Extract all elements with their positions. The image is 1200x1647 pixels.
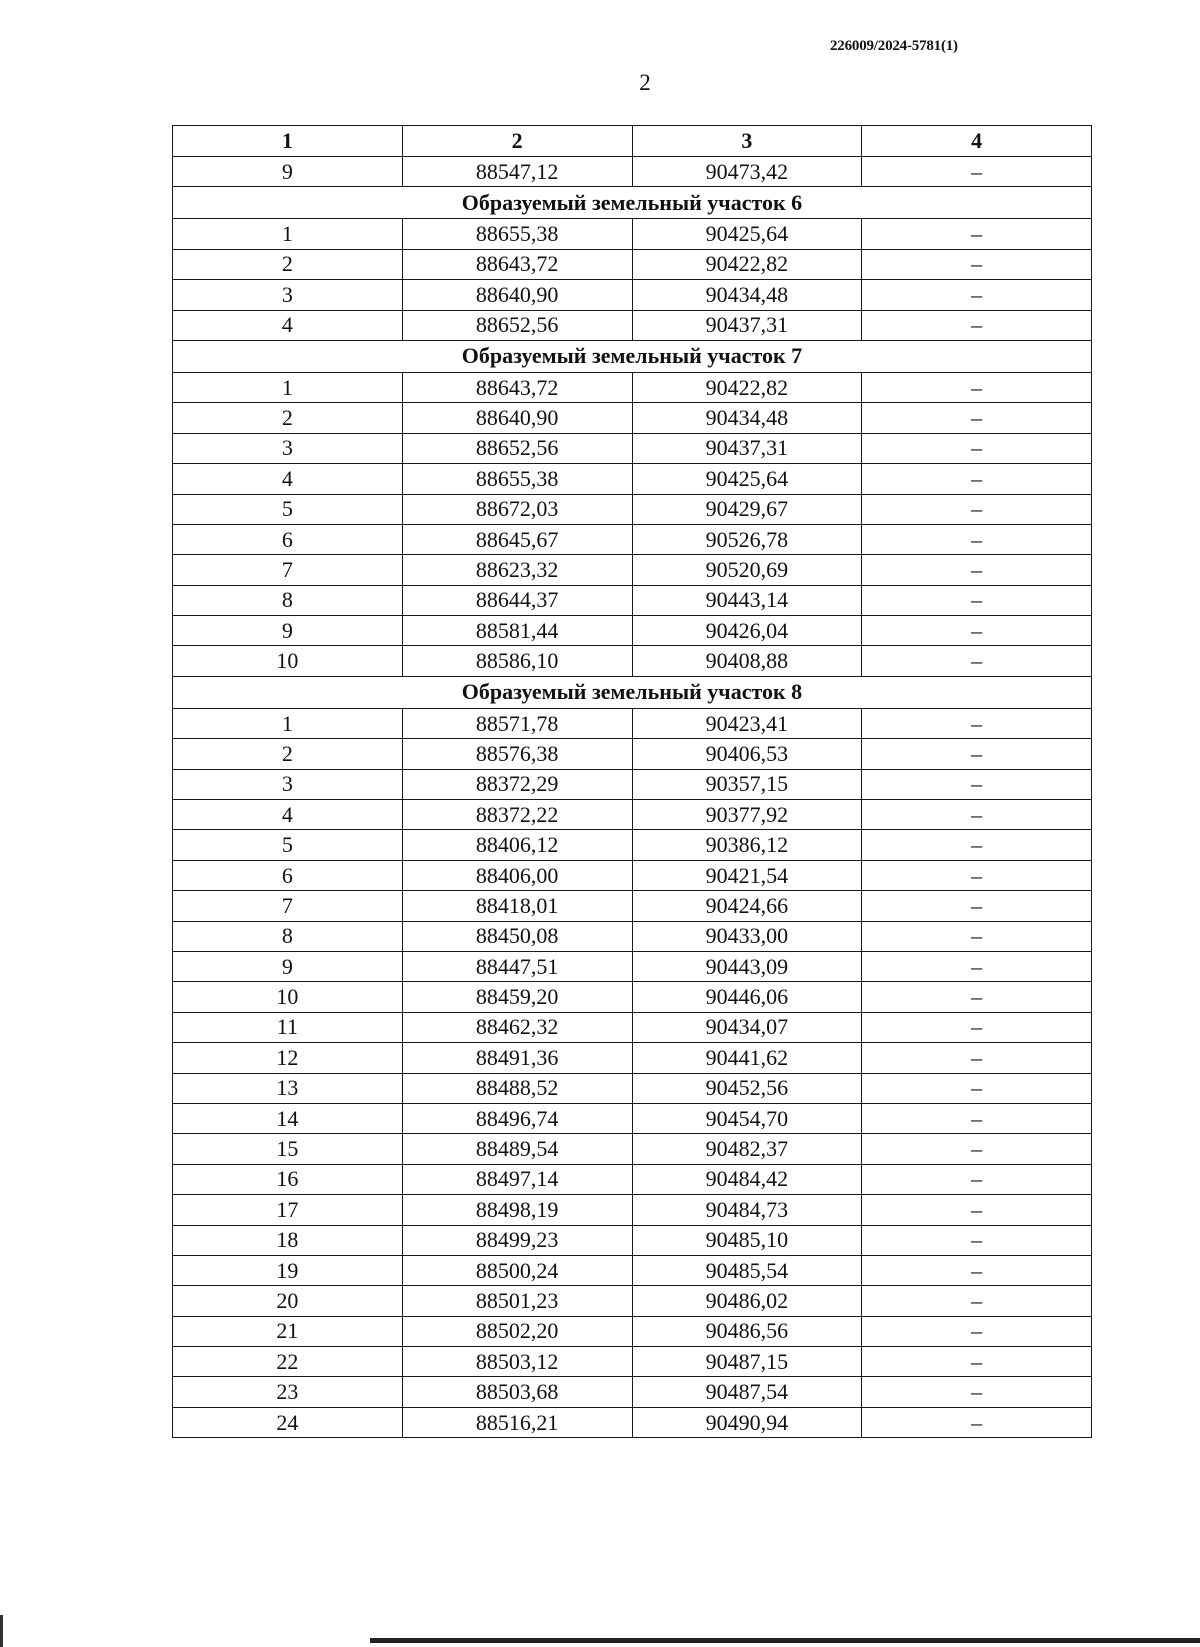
table-cell-col-3: 90377,92	[632, 800, 862, 830]
table-row	[173, 1012, 1092, 1042]
table-cell-col-1: 3	[173, 769, 403, 799]
table-row	[173, 1377, 1092, 1407]
table-cell-col-2: 88372,29	[402, 769, 632, 799]
table-row	[173, 1255, 1092, 1285]
table-cell-col-2: 88586,10	[402, 646, 632, 676]
table-cell-col-4: –	[862, 494, 1092, 524]
table-cell-col-3: 90487,54	[632, 1377, 862, 1407]
table-cell-col-3: 90429,67	[632, 494, 862, 524]
table-cell-col-2: 88503,12	[402, 1347, 632, 1377]
table-cell-col-4: –	[862, 524, 1092, 554]
table-row	[173, 1286, 1092, 1316]
table-row	[173, 769, 1092, 799]
table-cell-col-4: –	[862, 739, 1092, 769]
table-cell-col-1: 9	[173, 616, 403, 646]
table-cell-col-2: 88643,72	[402, 249, 632, 279]
table-cell-col-3: 90487,15	[632, 1347, 862, 1377]
table-cell-col-2: 88652,56	[402, 433, 632, 463]
table-cell-col-4: –	[862, 555, 1092, 585]
table-row	[173, 800, 1092, 830]
table-row	[173, 524, 1092, 554]
table-row	[173, 708, 1092, 738]
table-cell-col-2: 88655,38	[402, 219, 632, 249]
table-row	[173, 494, 1092, 524]
table-cell-col-2: 88406,00	[402, 860, 632, 890]
header-cell-2: 2	[402, 126, 632, 157]
table-cell-col-1: 4	[173, 464, 403, 494]
section-title: Образуемый земельный участок 6	[173, 187, 1092, 219]
table-cell-col-4: –	[862, 1316, 1092, 1346]
table-cell-col-3: 90443,14	[632, 585, 862, 615]
table-cell-col-3: 90423,41	[632, 708, 862, 738]
table-cell-col-3: 90408,88	[632, 646, 862, 676]
table-row	[173, 739, 1092, 769]
table-cell-col-1: 20	[173, 1286, 403, 1316]
table-row	[173, 403, 1092, 433]
table-cell-col-4: –	[862, 830, 1092, 860]
table-cell-col-2: 88459,20	[402, 982, 632, 1012]
scan-edge-left	[0, 1615, 3, 1647]
table-cell-col-1: 8	[173, 921, 403, 951]
table-cell-col-1: 6	[173, 524, 403, 554]
section-title-row	[173, 340, 1092, 372]
table-cell-col-4: –	[862, 860, 1092, 890]
table-cell-col-1: 4	[173, 310, 403, 340]
table-cell-col-1: 10	[173, 982, 403, 1012]
table-cell-col-4: –	[862, 1164, 1092, 1194]
section-title: Образуемый земельный участок 8	[173, 676, 1092, 708]
table-cell-col-4: –	[862, 157, 1092, 187]
table-header	[173, 126, 1092, 157]
table-cell-col-3: 90482,37	[632, 1134, 862, 1164]
table-cell-col-1: 16	[173, 1164, 403, 1194]
table-cell-col-4: –	[862, 616, 1092, 646]
header-row	[173, 126, 1092, 157]
table-row	[173, 951, 1092, 981]
table-row	[173, 1164, 1092, 1194]
table-row	[173, 830, 1092, 860]
table-cell-col-2: 88462,32	[402, 1012, 632, 1042]
table-cell-col-4: –	[862, 891, 1092, 921]
table-cell-col-2: 88447,51	[402, 951, 632, 981]
table-cell-col-3: 90386,12	[632, 830, 862, 860]
table-cell-col-3: 90443,09	[632, 951, 862, 981]
table-cell-col-2: 88516,21	[402, 1407, 632, 1437]
table-row	[173, 1407, 1092, 1437]
table-cell-col-1: 2	[173, 249, 403, 279]
table-cell-col-1: 7	[173, 555, 403, 585]
table-cell-col-3: 90434,48	[632, 280, 862, 310]
page-number: 2	[639, 70, 651, 95]
table-row	[173, 1073, 1092, 1103]
header-cell-3: 3	[632, 126, 862, 157]
table-cell-col-1: 13	[173, 1073, 403, 1103]
table-cell-col-3: 90425,64	[632, 464, 862, 494]
coordinates-table	[172, 125, 1092, 1438]
table-cell-col-4: –	[862, 1407, 1092, 1437]
table-cell-col-2: 88499,23	[402, 1225, 632, 1255]
table-cell-col-1: 3	[173, 280, 403, 310]
table-cell-col-4: –	[862, 310, 1092, 340]
table-cell-col-1: 2	[173, 739, 403, 769]
table-cell-col-4: –	[862, 1347, 1092, 1377]
table-cell-col-4: –	[862, 982, 1092, 1012]
table-cell-col-2: 88643,72	[402, 372, 632, 402]
table-cell-col-2: 88497,14	[402, 1164, 632, 1194]
table-cell-col-3: 90437,31	[632, 310, 862, 340]
table-cell-col-4: –	[862, 280, 1092, 310]
table-cell-col-4: –	[862, 585, 1092, 615]
table-cell-col-4: –	[862, 403, 1092, 433]
document-number: 226009/2024-5781(1)	[830, 38, 958, 54]
table-row	[173, 1316, 1092, 1346]
table-cell-col-2: 88372,22	[402, 800, 632, 830]
table-cell-col-4: –	[862, 646, 1092, 676]
table-cell-col-4: –	[862, 1073, 1092, 1103]
table-row	[173, 310, 1092, 340]
table-cell-col-3: 90357,15	[632, 769, 862, 799]
table-cell-col-1: 1	[173, 219, 403, 249]
table-cell-col-2: 88623,32	[402, 555, 632, 585]
table-cell-col-3: 90425,64	[632, 219, 862, 249]
table-cell-col-1: 5	[173, 830, 403, 860]
table-cell-col-2: 88502,20	[402, 1316, 632, 1346]
table-cell-col-3: 90434,07	[632, 1012, 862, 1042]
table-cell-col-1: 1	[173, 708, 403, 738]
table-cell-col-1: 17	[173, 1195, 403, 1225]
table-cell-col-4: –	[862, 921, 1092, 951]
table-cell-col-4: –	[862, 1012, 1092, 1042]
table-cell-col-1: 15	[173, 1134, 403, 1164]
table-cell-col-4: –	[862, 1195, 1092, 1225]
table-cell-col-3: 90490,94	[632, 1407, 862, 1437]
table-cell-col-2: 88496,74	[402, 1103, 632, 1133]
table-cell-col-2: 88418,01	[402, 891, 632, 921]
table-cell-col-2: 88571,78	[402, 708, 632, 738]
scan-edge-bottom	[370, 1638, 1200, 1643]
table-cell-col-3: 90434,48	[632, 403, 862, 433]
table-cell-col-3: 90424,66	[632, 891, 862, 921]
table-cell-col-3: 90485,54	[632, 1255, 862, 1285]
table-cell-col-4: –	[862, 219, 1092, 249]
table-cell-col-2: 88491,36	[402, 1043, 632, 1073]
table-cell-col-1: 18	[173, 1225, 403, 1255]
table-row	[173, 1103, 1092, 1133]
table-cell-col-1: 19	[173, 1255, 403, 1285]
table-cell-col-1: 23	[173, 1377, 403, 1407]
table-cell-col-3: 90526,78	[632, 524, 862, 554]
table-cell-col-3: 90485,10	[632, 1225, 862, 1255]
table-cell-col-4: –	[862, 1377, 1092, 1407]
table-cell-col-4: –	[862, 249, 1092, 279]
table-cell-col-3: 90422,82	[632, 249, 862, 279]
table-cell-col-1: 12	[173, 1043, 403, 1073]
table-row	[173, 891, 1092, 921]
table-cell-col-2: 88450,08	[402, 921, 632, 951]
table-cell-col-3: 90452,56	[632, 1073, 862, 1103]
table-cell-col-2: 88498,19	[402, 1195, 632, 1225]
table-cell-col-1: 10	[173, 646, 403, 676]
table-cell-col-4: –	[862, 433, 1092, 463]
table-cell-col-2: 88406,12	[402, 830, 632, 860]
table-row	[173, 585, 1092, 615]
table-cell-col-3: 90520,69	[632, 555, 862, 585]
table-cell-col-3: 90486,56	[632, 1316, 862, 1346]
table-row	[173, 1043, 1092, 1073]
header-cell-1: 1	[173, 126, 403, 157]
table-cell-col-3: 90433,00	[632, 921, 862, 951]
table-cell-col-4: –	[862, 1255, 1092, 1285]
section-title-row	[173, 676, 1092, 708]
table-row	[173, 1134, 1092, 1164]
table-cell-col-1: 4	[173, 800, 403, 830]
table-cell-col-3: 90406,53	[632, 739, 862, 769]
table-cell-col-4: –	[862, 464, 1092, 494]
table-cell-col-2: 88655,38	[402, 464, 632, 494]
table-cell-col-1: 22	[173, 1347, 403, 1377]
table-row	[173, 646, 1092, 676]
table-cell-col-2: 88488,52	[402, 1073, 632, 1103]
table-cell-col-3: 90473,42	[632, 157, 862, 187]
table-cell-col-3: 90422,82	[632, 372, 862, 402]
table-cell-col-4: –	[862, 1134, 1092, 1164]
table-cell-col-3: 90446,06	[632, 982, 862, 1012]
table-cell-col-2: 88672,03	[402, 494, 632, 524]
table-cell-col-4: –	[862, 708, 1092, 738]
table-cell-col-2: 88640,90	[402, 280, 632, 310]
table-cell-col-3: 90441,62	[632, 1043, 862, 1073]
table-cell-col-4: –	[862, 1043, 1092, 1073]
table-cell-col-1: 21	[173, 1316, 403, 1346]
table-cell-col-4: –	[862, 372, 1092, 402]
table-cell-col-3: 90484,73	[632, 1195, 862, 1225]
table-cell-col-2: 88652,56	[402, 310, 632, 340]
table-cell-col-1: 11	[173, 1012, 403, 1042]
table-cell-col-3: 90486,02	[632, 1286, 862, 1316]
table-cell-col-4: –	[862, 800, 1092, 830]
section-title-row	[173, 187, 1092, 219]
table-row	[173, 157, 1092, 187]
table-row	[173, 616, 1092, 646]
table-row	[173, 433, 1092, 463]
table-row	[173, 1225, 1092, 1255]
section-title: Образуемый земельный участок 7	[173, 340, 1092, 372]
table-cell-col-1: 9	[173, 951, 403, 981]
table-cell-col-4: –	[862, 1286, 1092, 1316]
table-body	[173, 157, 1092, 1438]
table-cell-col-1: 2	[173, 403, 403, 433]
table-row	[173, 1347, 1092, 1377]
table-cell-col-2: 88644,37	[402, 585, 632, 615]
table-cell-col-2: 88547,12	[402, 157, 632, 187]
table-row	[173, 1195, 1092, 1225]
table-cell-col-1: 6	[173, 860, 403, 890]
table-cell-col-2: 88501,23	[402, 1286, 632, 1316]
header-cell-4: 4	[862, 126, 1092, 157]
table-cell-col-4: –	[862, 951, 1092, 981]
table-cell-col-2: 88581,44	[402, 616, 632, 646]
table-cell-col-2: 88645,67	[402, 524, 632, 554]
table-cell-col-3: 90454,70	[632, 1103, 862, 1133]
table-cell-col-1: 24	[173, 1407, 403, 1437]
table-cell-col-2: 88503,68	[402, 1377, 632, 1407]
table-row	[173, 219, 1092, 249]
table-cell-col-1: 9	[173, 157, 403, 187]
table-row	[173, 249, 1092, 279]
table-cell-col-3: 90421,54	[632, 860, 862, 890]
table-row	[173, 982, 1092, 1012]
table-cell-col-2: 88489,54	[402, 1134, 632, 1164]
table-cell-col-1: 14	[173, 1103, 403, 1133]
table-cell-col-1: 3	[173, 433, 403, 463]
table-row	[173, 372, 1092, 402]
table-row	[173, 464, 1092, 494]
table-row	[173, 921, 1092, 951]
table-cell-col-1: 7	[173, 891, 403, 921]
table-row	[173, 860, 1092, 890]
table-cell-col-2: 88500,24	[402, 1255, 632, 1285]
table-row	[173, 555, 1092, 585]
table-cell-col-4: –	[862, 1225, 1092, 1255]
table-cell-col-1: 1	[173, 372, 403, 402]
table-cell-col-3: 90426,04	[632, 616, 862, 646]
table-cell-col-1: 5	[173, 494, 403, 524]
table-cell-col-3: 90437,31	[632, 433, 862, 463]
table-cell-col-2: 88576,38	[402, 739, 632, 769]
table-cell-col-4: –	[862, 1103, 1092, 1133]
table-cell-col-3: 90484,42	[632, 1164, 862, 1194]
table-row	[173, 280, 1092, 310]
table-cell-col-1: 8	[173, 585, 403, 615]
table-cell-col-4: –	[862, 769, 1092, 799]
table-cell-col-2: 88640,90	[402, 403, 632, 433]
